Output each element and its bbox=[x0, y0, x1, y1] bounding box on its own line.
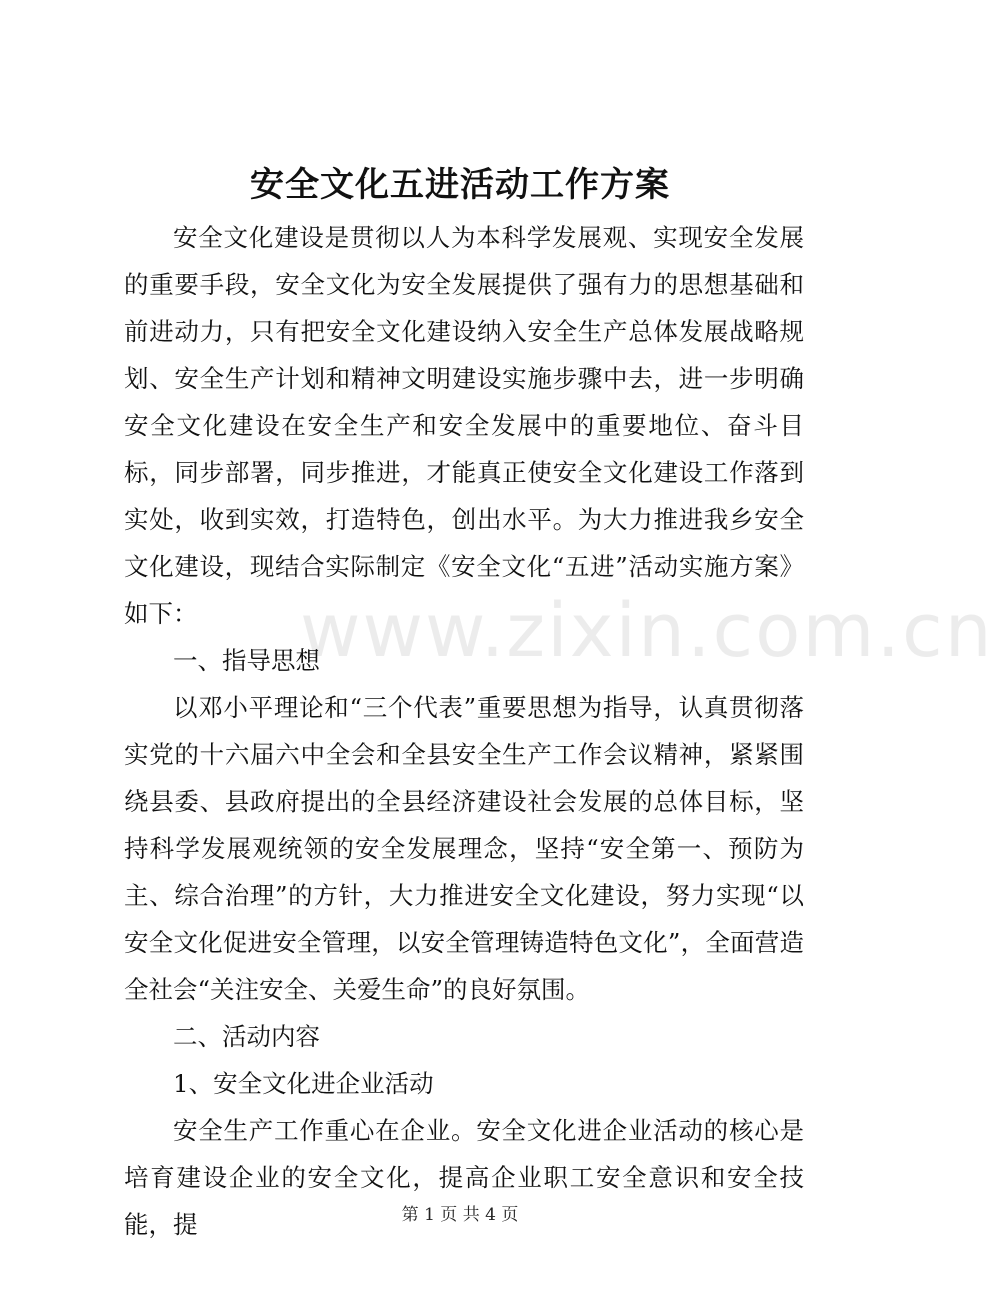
watermark: www.zixin.com.cn bbox=[300, 588, 994, 674]
paragraph-guiding-ideology: 以邓小平理论和“三个代表”重要思想为指导，认真贯彻落实党的十六届六中全会和全县安全生产工作会议精神，紧紧围绕县委、县政府提出的全县经济建设社会发展的总体目标，坚持科学发展观统领的安全发展理念，坚持“安全第一、预防为主、综合治理”的方针，大力推进安全文化建设，努力实现“以安全文化促进安全管理，以安全管理铸造特色文化”，全面营造全社会“关注安全、关爱生命”的良好氛围。 bbox=[124, 693, 804, 1004]
paragraph-enterprise-activity: 安全生产工作重心在企业。安全文化进企业活动的核心是培育建设企业的安全文化，提高企业职工安全意识和安全技能，提 bbox=[124, 1116, 804, 1239]
page-footer: 第 1 页 共 4 页 bbox=[401, 1205, 519, 1225]
heading-guiding-ideology: 一、指导思想 bbox=[173, 646, 320, 675]
heading-activity-content: 二、活动内容 bbox=[173, 1022, 320, 1051]
subheading-enterprise-activity: 1、安全文化进企业活动 bbox=[173, 1069, 434, 1098]
document-title: 安全文化五进活动工作方案 bbox=[250, 165, 670, 205]
paragraph-intro: 安全文化建设是贯彻以人为本科学发展观、实现安全发展的重要手段，安全文化为安全发展提供了强有力的思想基础和前进动力，只有把安全文化建设纳入安全生产总体发展战略规划、安全生产计划和精神文明建设实施步骤中去，进一步明确安全文化建设在安全生产和安全发展中的重要地位、奋斗目标，同步部署，同步推进，才能真正使安全文化建设工作落到实处，收到实效，打造特色，创出水平。为大力推进我乡安全文化建设，现结合实际制定《安全文化“五进”活动实施方案》如下： bbox=[124, 223, 804, 628]
document-body bbox=[124, 214, 804, 1248]
